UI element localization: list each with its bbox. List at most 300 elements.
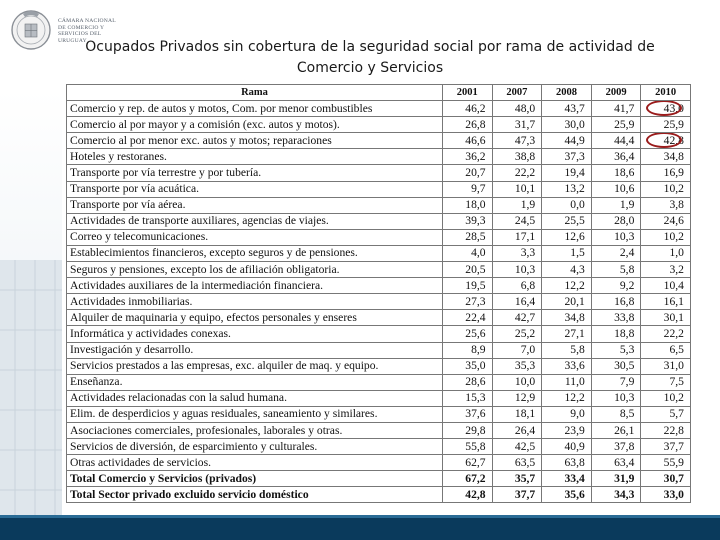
value-cell bbox=[591, 358, 641, 374]
table-row bbox=[67, 262, 691, 278]
value-cell bbox=[641, 229, 691, 245]
header-2001: 2001 bbox=[443, 85, 493, 101]
rama-cell: Hoteles y restoranes. bbox=[67, 149, 443, 165]
rama-cell: Actividades de transporte auxiliares, agencias de viajes. bbox=[67, 213, 443, 229]
coverage-table-container bbox=[66, 84, 690, 509]
value-cell bbox=[641, 181, 691, 197]
value-cell bbox=[492, 422, 542, 438]
value-cell bbox=[641, 197, 691, 213]
value-cell bbox=[591, 197, 641, 213]
value-cell bbox=[443, 439, 493, 455]
value-text: 19,5 bbox=[465, 278, 486, 292]
value-cell bbox=[443, 101, 493, 117]
value-cell bbox=[492, 487, 542, 503]
value-cell bbox=[641, 133, 691, 149]
rama-cell: Actividades relacionadas con la salud humana. bbox=[67, 390, 443, 406]
value-text: 30,0 bbox=[564, 117, 585, 131]
value-cell bbox=[492, 245, 542, 261]
value-text: 12,6 bbox=[564, 230, 585, 244]
value-cell bbox=[641, 487, 691, 503]
value-cell bbox=[641, 149, 691, 165]
seal-icon bbox=[8, 6, 54, 52]
value-text: 9,0 bbox=[570, 407, 585, 421]
value-cell bbox=[492, 406, 542, 422]
value-cell bbox=[641, 455, 691, 471]
value-cell bbox=[443, 181, 493, 197]
value-cell bbox=[641, 342, 691, 358]
value-text: 25,6 bbox=[465, 326, 486, 340]
value-text: 25,5 bbox=[564, 214, 585, 228]
value-cell bbox=[492, 149, 542, 165]
value-cell bbox=[641, 406, 691, 422]
value-cell bbox=[542, 358, 592, 374]
value-text: 34,3 bbox=[614, 487, 635, 501]
value-cell bbox=[542, 197, 592, 213]
value-cell bbox=[591, 213, 641, 229]
rama-cell: Establecimientos financieros, excepto seguros y de pensiones. bbox=[67, 245, 443, 261]
value-cell bbox=[591, 439, 641, 455]
value-text: 28,0 bbox=[614, 214, 635, 228]
value-cell bbox=[641, 213, 691, 229]
value-text: 20,5 bbox=[465, 262, 486, 276]
coverage-table bbox=[66, 84, 691, 503]
value-text: 33,6 bbox=[564, 359, 585, 373]
value-text: 10,3 bbox=[514, 262, 536, 276]
value-text: 62,7 bbox=[465, 455, 486, 469]
value-cell bbox=[542, 278, 592, 294]
value-text: 22,2 bbox=[514, 166, 536, 180]
value-cell bbox=[641, 358, 691, 374]
value-cell bbox=[443, 117, 493, 133]
value-cell bbox=[492, 117, 542, 133]
value-cell bbox=[542, 310, 592, 326]
value-text: 5,8 bbox=[570, 343, 585, 357]
value-text: 8,9 bbox=[471, 343, 486, 357]
value-cell bbox=[641, 471, 691, 487]
value-cell bbox=[492, 278, 542, 294]
value-cell bbox=[641, 165, 691, 181]
value-text: 10,3 bbox=[614, 230, 635, 244]
table-row bbox=[67, 342, 691, 358]
value-cell bbox=[492, 262, 542, 278]
value-cell bbox=[492, 310, 542, 326]
value-cell bbox=[641, 245, 691, 261]
value-text: 35,3 bbox=[514, 359, 536, 373]
value-cell bbox=[591, 406, 641, 422]
value-text: 67,2 bbox=[465, 471, 486, 485]
value-cell bbox=[641, 422, 691, 438]
header-2007: 2007 bbox=[492, 85, 542, 101]
value-cell bbox=[542, 133, 592, 149]
value-cell bbox=[443, 342, 493, 358]
value-text: 35,7 bbox=[514, 471, 536, 485]
value-cell bbox=[443, 422, 493, 438]
table-row bbox=[67, 374, 691, 390]
table-row bbox=[67, 213, 691, 229]
value-text: 25,9 bbox=[614, 117, 635, 131]
value-cell bbox=[443, 326, 493, 342]
value-cell bbox=[492, 471, 542, 487]
value-cell bbox=[492, 342, 542, 358]
logo-line: URUGUAY bbox=[58, 37, 87, 44]
table-row bbox=[67, 471, 691, 487]
value-text: 5,7 bbox=[669, 407, 684, 421]
logo-line: DE COMERCIO Y bbox=[58, 24, 105, 31]
value-text: 41,7 bbox=[614, 101, 635, 115]
title-line-1: Ocupados Privados sin cobertura de la seguridad social por rama de actividad de bbox=[85, 39, 655, 55]
value-text: 37,3 bbox=[564, 149, 585, 163]
value-text: 10,0 bbox=[514, 375, 536, 389]
building-graphic bbox=[0, 90, 62, 515]
side-building-image bbox=[0, 90, 62, 515]
value-cell bbox=[641, 326, 691, 342]
value-text: 33,0 bbox=[663, 487, 684, 501]
value-cell bbox=[641, 117, 691, 133]
rama-cell: Servicios prestados a las empresas, exc. alquiler de maq. y equipo. bbox=[67, 358, 443, 374]
value-cell bbox=[591, 471, 641, 487]
value-text: 9,2 bbox=[619, 278, 635, 292]
value-text: 6,5 bbox=[669, 343, 684, 357]
rama-cell: Alquiler de maquinaria y equipo, efectos personales y enseres bbox=[67, 310, 443, 326]
value-cell bbox=[492, 439, 542, 455]
value-text: 37,6 bbox=[465, 407, 486, 421]
value-cell bbox=[542, 422, 592, 438]
value-cell bbox=[591, 133, 641, 149]
table-row bbox=[67, 181, 691, 197]
value-cell bbox=[492, 455, 542, 471]
table-row bbox=[67, 487, 691, 503]
value-cell bbox=[492, 229, 542, 245]
value-text: 29,8 bbox=[465, 423, 486, 437]
value-cell bbox=[443, 455, 493, 471]
value-cell bbox=[591, 326, 641, 342]
table-row bbox=[67, 294, 691, 310]
table-row bbox=[67, 229, 691, 245]
value-text: 35,0 bbox=[465, 359, 486, 373]
rama-cell: Comercio al por menor exc. autos y motos; reparaciones bbox=[67, 133, 443, 149]
value-text: 18,1 bbox=[514, 407, 536, 421]
logo-line: SERVICIOS DEL bbox=[58, 31, 102, 38]
value-cell bbox=[542, 213, 592, 229]
value-text: 10,4 bbox=[663, 278, 684, 292]
value-text: 42,7 bbox=[514, 310, 536, 324]
value-text: 11,0 bbox=[564, 375, 585, 389]
value-cell bbox=[542, 245, 592, 261]
value-cell bbox=[492, 374, 542, 390]
table-row bbox=[67, 326, 691, 342]
value-text: 42,5 bbox=[514, 439, 536, 453]
value-text: 20,1 bbox=[564, 294, 585, 308]
value-text: 5,8 bbox=[619, 262, 635, 276]
value-cell bbox=[443, 390, 493, 406]
value-text: 24,5 bbox=[514, 214, 536, 228]
value-cell bbox=[443, 278, 493, 294]
table-row bbox=[67, 245, 691, 261]
value-cell bbox=[542, 326, 592, 342]
value-cell bbox=[443, 294, 493, 310]
value-cell bbox=[641, 390, 691, 406]
value-cell bbox=[542, 390, 592, 406]
value-text: 34,8 bbox=[663, 149, 684, 163]
value-text: 46,6 bbox=[465, 133, 486, 147]
value-text: 42,8 bbox=[465, 487, 486, 501]
value-text: 3,2 bbox=[669, 262, 684, 276]
rama-cell: Total Comercio y Servicios (privados) bbox=[67, 471, 443, 487]
value-cell bbox=[492, 165, 542, 181]
rama-cell: Enseñanza. bbox=[67, 374, 443, 390]
value-text: 38,8 bbox=[514, 149, 536, 163]
value-text: 2,4 bbox=[619, 246, 635, 260]
value-text: 34,8 bbox=[564, 310, 585, 324]
value-text: 37,8 bbox=[614, 439, 635, 453]
value-cell bbox=[443, 487, 493, 503]
rama-cell: Correo y telecomunicaciones. bbox=[67, 229, 443, 245]
value-cell bbox=[443, 197, 493, 213]
value-cell bbox=[542, 165, 592, 181]
value-cell bbox=[542, 487, 592, 503]
value-cell bbox=[542, 471, 592, 487]
value-text: 36,4 bbox=[614, 149, 635, 163]
value-cell bbox=[492, 181, 542, 197]
value-cell bbox=[542, 101, 592, 117]
value-cell bbox=[542, 181, 592, 197]
rama-cell: Transporte por vía aérea. bbox=[67, 197, 443, 213]
value-text: 12,2 bbox=[564, 391, 585, 405]
value-cell bbox=[443, 229, 493, 245]
value-text: 63,4 bbox=[614, 455, 635, 469]
value-cell bbox=[641, 310, 691, 326]
value-cell bbox=[542, 294, 592, 310]
value-text: 31,9 bbox=[614, 471, 635, 485]
value-cell bbox=[591, 487, 641, 503]
value-text: 31,7 bbox=[514, 117, 536, 131]
value-text: 26,4 bbox=[514, 423, 536, 437]
value-text: 23,9 bbox=[564, 423, 585, 437]
value-text: 30,1 bbox=[663, 310, 684, 324]
value-text: 27,3 bbox=[465, 294, 486, 308]
value-cell bbox=[591, 181, 641, 197]
rama-cell: Transporte por vía acuática. bbox=[67, 181, 443, 197]
value-cell bbox=[492, 358, 542, 374]
value-cell bbox=[591, 342, 641, 358]
value-cell bbox=[591, 455, 641, 471]
value-cell bbox=[492, 294, 542, 310]
value-text: 12,2 bbox=[564, 278, 585, 292]
value-text: 47,3 bbox=[514, 133, 536, 147]
value-cell bbox=[443, 471, 493, 487]
value-text: 12,9 bbox=[514, 391, 536, 405]
value-cell bbox=[443, 149, 493, 165]
value-cell bbox=[591, 422, 641, 438]
value-cell bbox=[542, 374, 592, 390]
value-text: 26,8 bbox=[465, 117, 486, 131]
value-text: 9,7 bbox=[471, 182, 486, 196]
value-text: 10,6 bbox=[614, 182, 635, 196]
value-text: 43,7 bbox=[564, 101, 585, 115]
value-cell bbox=[641, 294, 691, 310]
value-text: 46,2 bbox=[465, 101, 486, 115]
value-text: 44,9 bbox=[564, 133, 585, 147]
value-cell bbox=[591, 245, 641, 261]
value-cell bbox=[492, 390, 542, 406]
value-cell bbox=[591, 149, 641, 165]
table-row bbox=[67, 165, 691, 181]
value-cell bbox=[542, 229, 592, 245]
table-row bbox=[67, 422, 691, 438]
rama-cell: Total Sector privado excluido servicio doméstico bbox=[67, 487, 443, 503]
value-text: 22,2 bbox=[663, 326, 684, 340]
value-text: 20,7 bbox=[465, 166, 486, 180]
value-cell bbox=[542, 149, 592, 165]
header-rama: Rama bbox=[67, 85, 443, 101]
value-cell bbox=[443, 133, 493, 149]
value-text: 25,9 bbox=[663, 117, 684, 131]
value-text: 1,9 bbox=[619, 198, 635, 212]
table-row bbox=[67, 310, 691, 326]
value-cell bbox=[443, 262, 493, 278]
value-cell bbox=[591, 390, 641, 406]
value-text: 36,2 bbox=[465, 149, 486, 163]
value-text: 0,0 bbox=[570, 198, 585, 212]
value-cell bbox=[641, 262, 691, 278]
value-text: 18,8 bbox=[614, 326, 635, 340]
rama-cell: Informática y actividades conexas. bbox=[67, 326, 443, 342]
value-text: 44,4 bbox=[614, 133, 635, 147]
value-text: 4,0 bbox=[471, 246, 486, 260]
table-row bbox=[67, 406, 691, 422]
rama-cell: Comercio al por mayor y a comisión (exc. autos y motos). bbox=[67, 117, 443, 133]
value-cell bbox=[542, 262, 592, 278]
table-header-row bbox=[67, 85, 691, 101]
table-body bbox=[67, 101, 691, 503]
value-text: 6,8 bbox=[520, 278, 536, 292]
value-cell bbox=[443, 213, 493, 229]
table-row bbox=[67, 358, 691, 374]
value-text: 16,9 bbox=[663, 166, 684, 180]
value-text: 33,8 bbox=[614, 310, 635, 324]
value-text: 22,4 bbox=[465, 310, 486, 324]
value-cell bbox=[443, 406, 493, 422]
value-cell bbox=[443, 374, 493, 390]
value-cell bbox=[443, 358, 493, 374]
table-row bbox=[67, 101, 691, 117]
value-cell bbox=[443, 245, 493, 261]
value-cell bbox=[492, 101, 542, 117]
value-text: 42,8 bbox=[663, 133, 684, 147]
value-cell bbox=[492, 326, 542, 342]
value-text: 3,3 bbox=[520, 246, 536, 260]
table-row bbox=[67, 455, 691, 471]
value-cell bbox=[443, 310, 493, 326]
value-text: 28,5 bbox=[465, 230, 486, 244]
title-line-2: Comercio y Servicios bbox=[296, 60, 444, 76]
value-text: 17,1 bbox=[514, 230, 536, 244]
rama-cell: Transporte por vía terrestre y por tubería. bbox=[67, 165, 443, 181]
table-row bbox=[67, 278, 691, 294]
value-cell bbox=[443, 165, 493, 181]
table-row bbox=[67, 197, 691, 213]
value-cell bbox=[591, 262, 641, 278]
value-text: 63,5 bbox=[514, 455, 536, 469]
logo-line: CÁMARA NACIONAL bbox=[58, 18, 116, 24]
value-text: 30,5 bbox=[614, 359, 635, 373]
value-text: 22,8 bbox=[663, 423, 684, 437]
rama-cell: Servicios de diversión, de esparcimiento y culturales. bbox=[67, 439, 443, 455]
value-cell bbox=[641, 101, 691, 117]
value-text: 39,3 bbox=[465, 214, 486, 228]
rama-cell: Seguros y pensiones, excepto los de afiliación obligatoria. bbox=[67, 262, 443, 278]
value-text: 24,6 bbox=[663, 214, 684, 228]
header-2008: 2008 bbox=[542, 85, 592, 101]
table-row bbox=[67, 117, 691, 133]
value-text: 33,4 bbox=[564, 471, 585, 485]
value-cell bbox=[641, 439, 691, 455]
value-text: 3,8 bbox=[669, 198, 684, 212]
value-text: 8,5 bbox=[619, 407, 635, 421]
rama-cell: Asociaciones comerciales, profesionales, laborales y otras. bbox=[67, 422, 443, 438]
value-text: 63,8 bbox=[564, 455, 585, 469]
value-cell bbox=[641, 374, 691, 390]
value-text: 48,0 bbox=[514, 101, 536, 115]
value-text: 1,9 bbox=[520, 198, 536, 212]
value-cell bbox=[492, 197, 542, 213]
value-cell bbox=[591, 374, 641, 390]
header-2009: 2009 bbox=[591, 85, 641, 101]
value-text: 55,8 bbox=[465, 439, 486, 453]
value-text: 28,6 bbox=[465, 375, 486, 389]
value-cell bbox=[591, 117, 641, 133]
value-cell bbox=[492, 133, 542, 149]
value-cell bbox=[492, 213, 542, 229]
table-row bbox=[67, 439, 691, 455]
value-cell bbox=[591, 310, 641, 326]
value-text: 16,8 bbox=[614, 294, 635, 308]
value-text: 7,5 bbox=[669, 375, 684, 389]
table-row bbox=[67, 390, 691, 406]
value-text: 37,7 bbox=[514, 487, 536, 501]
value-text: 55,9 bbox=[663, 455, 684, 469]
value-cell bbox=[542, 406, 592, 422]
rama-cell: Actividades auxiliares de la intermediación financiera. bbox=[67, 278, 443, 294]
value-text: 10,3 bbox=[614, 391, 635, 405]
value-text: 30,7 bbox=[663, 471, 684, 485]
value-text: 18,0 bbox=[465, 198, 486, 212]
value-cell bbox=[591, 294, 641, 310]
value-text: 40,9 bbox=[564, 439, 585, 453]
value-text: 1,0 bbox=[669, 246, 684, 260]
table-row bbox=[67, 149, 691, 165]
value-cell bbox=[591, 165, 641, 181]
rama-cell: Actividades inmobiliarias. bbox=[67, 294, 443, 310]
value-text: 37,7 bbox=[663, 439, 684, 453]
value-text: 43,0 bbox=[663, 101, 684, 115]
value-text: 19,4 bbox=[564, 166, 585, 180]
footer-bar bbox=[0, 515, 720, 540]
value-text: 10,2 bbox=[663, 182, 684, 196]
value-text: 26,1 bbox=[614, 423, 635, 437]
value-cell bbox=[591, 229, 641, 245]
value-cell bbox=[591, 278, 641, 294]
rama-cell: Elim. de desperdicios y aguas residuales, saneamiento y similares. bbox=[67, 406, 443, 422]
rama-cell: Investigación y desarrollo. bbox=[67, 342, 443, 358]
value-text: 16,1 bbox=[663, 294, 684, 308]
value-text: 15,3 bbox=[465, 391, 486, 405]
value-text: 4,3 bbox=[570, 262, 585, 276]
rama-cell: Otras actividades de servicios. bbox=[67, 455, 443, 471]
value-text: 18,6 bbox=[614, 166, 635, 180]
value-cell bbox=[591, 101, 641, 117]
table-row bbox=[67, 133, 691, 149]
